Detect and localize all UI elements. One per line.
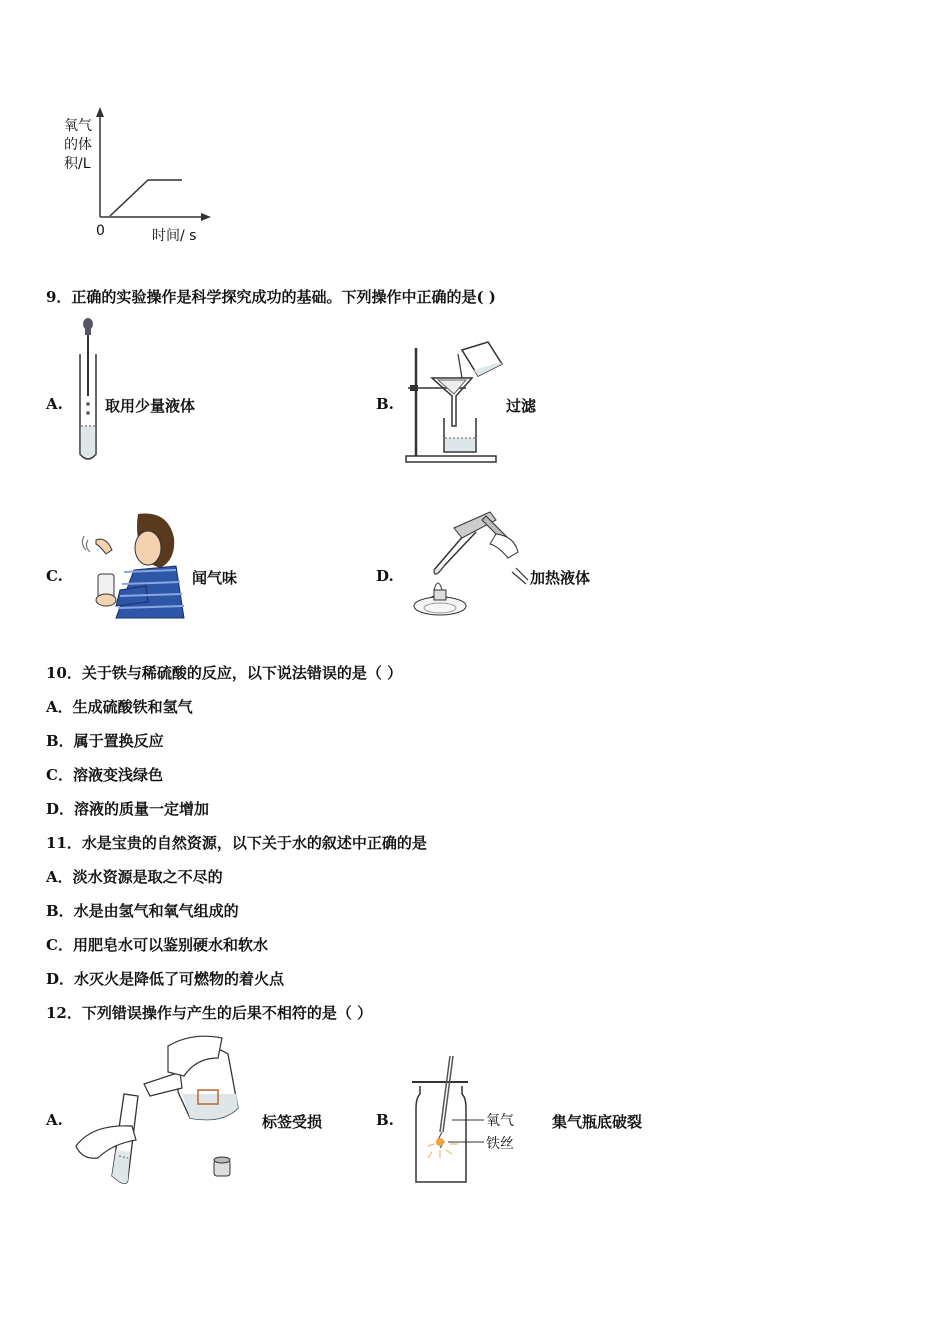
q12-option-a-letter: A. [46, 1111, 63, 1129]
graph-x-label: 时间/ s [152, 228, 197, 244]
q12-option-b-caption: 集气瓶底破裂 [552, 1113, 643, 1131]
q9-option-d-caption: 加热液体 [530, 569, 591, 587]
q9-stem: 9．正确的实验操作是科学探究成功的基础。下列操作中正确的是( ) [46, 288, 496, 306]
q11-option-a: A．淡水资源是取之不尽的 [46, 868, 223, 886]
filtration-apparatus-image [404, 340, 508, 464]
q11-option-c: C．用肥皂水可以鉴别硬水和软水 [46, 936, 268, 954]
q9-option-b-letter: B. [376, 395, 394, 413]
q9-option-c-letter: C. [46, 567, 63, 585]
q10-option-b: B．属于置换反应 [46, 732, 164, 750]
pouring-liquid-image [72, 1032, 244, 1188]
graph-line [110, 180, 182, 216]
gas-jar-iron-wire-image [406, 1054, 472, 1188]
q12-option-a-caption: 标签受损 [262, 1113, 323, 1131]
q10-stem: 10．关于铁与稀硫酸的反应，以下说法错误的是（ ） [46, 664, 403, 682]
dropper-test-tube-image [72, 316, 104, 464]
q9-option-b-caption: 过滤 [506, 397, 537, 415]
q9-option-d-letter: D. [376, 567, 394, 585]
boy-smelling-gas-image [76, 510, 188, 620]
q9-option-a-letter: A. [46, 395, 63, 413]
q10-option-a: A．生成硫酸铁和氢气 [46, 698, 193, 716]
q9-option-c-caption: 闻气味 [192, 569, 238, 587]
q11-option-b: B．水是由氢气和氧气组成的 [46, 902, 239, 920]
q10-option-d: D．溶液的质量一定增加 [46, 800, 210, 818]
iron-wire-label: 铁丝 [486, 1136, 514, 1152]
q11-option-d: D．水灭火是降低了可燃物的着火点 [46, 970, 285, 988]
graph-origin: 0 [96, 223, 105, 239]
heating-liquid-image [404, 506, 528, 624]
q12-stem: 12．下列错误操作与产生的后果不相符的是（ ） [46, 1004, 373, 1022]
graph-y-label: 氧气 的体 积/L [64, 118, 92, 172]
q11-stem: 11．水是宝贵的自然资源，以下关于水的叙述中正确的是 [46, 834, 427, 852]
q10-option-c: C．溶液变浅绿色 [46, 766, 163, 784]
q9-option-a-caption: 取用少量液体 [105, 397, 196, 415]
oxygen-volume-graph [60, 105, 220, 250]
oxygen-label: 氧气 [486, 1113, 514, 1129]
q12-option-b-letter: B. [376, 1111, 394, 1129]
